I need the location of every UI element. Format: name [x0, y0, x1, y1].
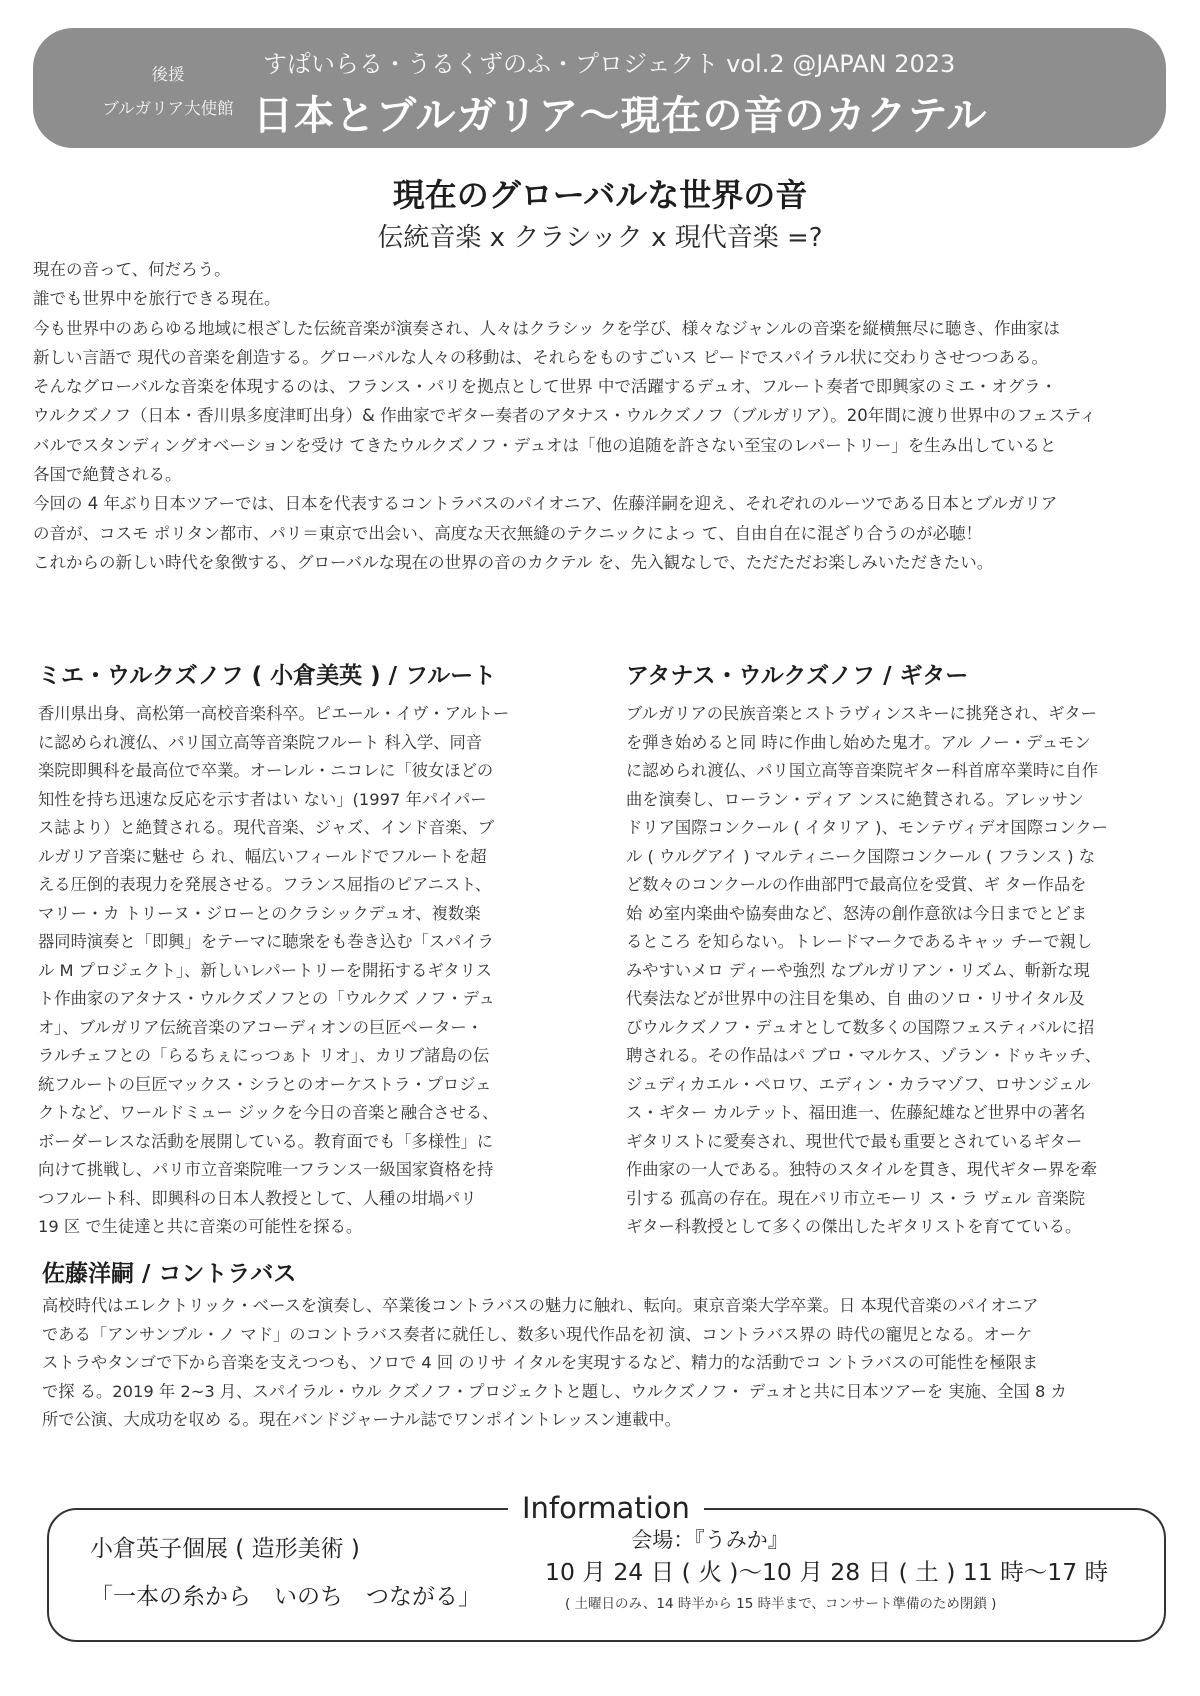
atanas-bio-line: ル ( ウルグアイ ) マルティニーク国際コンクール ( フランス ) な: [626, 846, 1096, 866]
sato-bio-line: である「アンサンブル・ノ マド」のコントラバス奏者に就任し、数多い現代作品を初 演、コントラバス界の 時代の寵児となる。オーケ: [42, 1324, 1033, 1344]
sponsor-name: ブルガリア大使館: [102, 99, 234, 118]
mie-bio-line: ト作曲家のアタナス・ウルクズノフとの「ウルクズ ノフ・デュ: [38, 989, 495, 1008]
intro-line: 各国で絶賛される。: [33, 465, 182, 485]
mie-bio-line: 器同時演奏と「即興」をテーマに聴衆をも巻き込む「スパイラ: [38, 932, 494, 951]
information-title: Information: [508, 1488, 704, 1528]
atanas-heading: アタナス・ウルクズノフ / ギター: [626, 663, 969, 689]
intro-line: 現在の音って、何だろう。: [33, 260, 231, 279]
header-banner: [33, 28, 1166, 148]
mie-bio-line: 統フルートの巨匠マックス・シラとのオーケストラ・プロジェ: [38, 1074, 492, 1094]
venue-row: [0, 1524, 1200, 1554]
mie-bio-line: 向けて挑戦し、パリ市立音楽院唯一フランス一級国家資格を持: [38, 1160, 494, 1179]
sato-bio-line: 所で公演、大成功を収め る。現在バンドジャーナル誌でワンポイントレッスン連載中。: [42, 1410, 681, 1429]
mie-bio-line: に認められ渡仏、パリ国立高等音楽院フルート 科入学、同音: [38, 732, 483, 752]
atanas-bio-line: ブルガリアの民族音楽とストラヴィンスキーに挑発され、ギター: [626, 704, 1097, 723]
atanas-bio-line: ス・ギター カルテット、福田進一、佐藤紀雄など世界中の著名: [626, 1103, 1086, 1122]
atanas-bio-line: 作曲家の一人である。独特のスタイルを貫き、現代ギター界を牽: [626, 1160, 1098, 1179]
sato-bio-line: で探 る。2019 年 2~3 月、スパイラル・ウル クズノフ・プロジェクトと題し、ウルクズノフ・ デュオと共に日本ツアーを 実施、全国 8 カ: [42, 1381, 1067, 1401]
exhibition-title: 「一本の糸から いのち つながる」: [90, 1584, 481, 1610]
mie-bio-line: ボーダーレスな活動を展開している。教育面でも「多様性」に: [38, 1131, 494, 1151]
atanas-bio-line: みやすいメロ ディーや強烈 なブルガリアン・リズム、斬新な現: [626, 960, 1090, 980]
sato-bio-line: ストラやタンゴで下から音楽を支えつつも、ソロで 4 回 のリサ イタルを実現するなど、精力的な活動でコ ントラバスの可能性を極限ま: [42, 1353, 1039, 1372]
sato-bio-line: 高校時代はエレクトリック・ベースを演奏し、卒業後コントラバスの魅力に触れ、転向。東京音楽大学卒業。日 本現代音楽のパイオニア: [42, 1296, 1039, 1315]
intro-line: バルでスタンディングオベーションを受け てきたウルクズノフ・デュオは「他の追随を許さない至宝のレパートリー」を生み出していると: [33, 435, 1057, 455]
atanas-bio-line: 引する 孤高の存在。現在パリ市立モーリ ス・ラ ヴェル 音楽院: [626, 1188, 1085, 1208]
mie-bio-line: える圧倒的表現力を発展させる。フランス屈指のピアニスト、: [38, 875, 492, 894]
sponsor-label: 後援: [151, 65, 185, 84]
intro-line: 誰でも世界中を旅行できる現在。: [33, 289, 281, 309]
sponsor-block: [83, 58, 253, 126]
intro-line: 今回の 4 年ぶり日本ツアーでは、日本を代表するコントラバスのパイオニア、佐藤洋嗣を迎え、それぞれのルーツである日本とブルガリア: [33, 494, 1058, 514]
atanas-bio-line: を弾き始めると同 時に作曲し始めた鬼才。アル ノー・デュモン: [626, 732, 1091, 752]
mie-bio-line: オ」、ブルガリア伝統音楽のアコーディオンの巨匠ペーター・: [38, 1017, 483, 1037]
atanas-bio-line: 代奏法などが世界中の注目を集め、自 曲のソロ・リサイタル及: [626, 989, 1085, 1008]
atanas-bio-line: に認められ渡仏、パリ国立高等音楽院ギター科首席卒業時に自作: [626, 761, 1098, 780]
mie-bio-line: ルガリア音楽に魅せ ら れ、幅広いフィールドでフルートを超: [38, 846, 487, 866]
intro-line: 新しい言語で 現代の音楽を創造する。グローバルな人々の移動は、それらをものすごいス ピードでスパイラル状に交わりさせつつある。: [33, 347, 1049, 367]
atanas-bio-line: るところ を知らない。トレードマークであるキャッ チーで親し: [626, 932, 1093, 951]
sato-heading: 佐藤洋嗣 / コントラバス: [42, 1261, 297, 1287]
mie-bio-line: 楽院即興科を最高位で卒業。オーレル・ニコレに「彼女ほどの: [38, 761, 494, 780]
mie-bio-line: クトなど、ワールドミュー ジックを今日の音楽と融合させる、: [38, 1103, 499, 1122]
atanas-bio-line: 曲を演奏し、ローラン・ディア ンスに絶賛される。アレッサン: [626, 789, 1084, 809]
atanas-bio: [626, 700, 1171, 1242]
mie-bio-line: ラルチェフとの「らるちぇにっつぁト リオ」、カリブ諸島の伝: [38, 1046, 490, 1065]
mie-bio-line: つフルート科、即興科の日本人教授として、人種の坩堝パリ: [38, 1188, 477, 1208]
mie-bio-line: 19 区 で生徒達と共に音楽の可能性を探る。: [38, 1217, 363, 1236]
mie-bio-line: ル M プロジェクト」、新しいレパートリーを開拓するギタリス: [38, 960, 492, 980]
sato-bio: [42, 1292, 1177, 1435]
atanas-bio-line: ギタリストに愛奏され、現世代で最も重要とされているギター: [626, 1131, 1083, 1151]
intro-line: これからの新しい時代を象徴する、グローバルな現在の世界の音のカクテル を、先入観なしで、ただただお楽しみいただきたい。: [33, 552, 994, 572]
mie-heading: ミエ・ウルクズノフ ( 小倉美英 ) / フルート: [38, 663, 497, 689]
page-title: 現在のグローバルな世界の音: [392, 176, 808, 214]
mie-bio-line: 知性を持ち迅速な反応を示す者はい ない」(1997 年パイパー: [38, 789, 487, 809]
mie-bio-line: ス誌より）と絶賛される。現代音楽、ジャズ、インド音楽、ブ: [38, 818, 495, 837]
page-subtitle: 伝統音楽 x クラシック x 現代音楽 =?: [377, 223, 823, 253]
atanas-bio-line: ドリア国際コンクール ( イタリア )、モンテヴィデオ国際コンクー: [626, 818, 1108, 837]
intro-line: 今も世界中のあらゆる地域に根ざした伝統音楽が演奏され、人々はクラシッ クを学び、様々なジャンルの音楽を縦横無尽に聴き、作曲家は: [33, 318, 1060, 338]
mie-bio: [38, 700, 568, 1242]
banner-title: 日本とブルガリア〜現在の音のカクテル: [253, 93, 988, 139]
mie-bio-line: 香川県出身、高松第一高校音楽科卒。ピエール・イヴ・アルトー: [38, 704, 510, 723]
intro-line: そんなグローバルな音楽を体現するのは、フランス・パリを拠点として世界 中で活躍するデュオ、フルート奏者で即興家のミエ・オグラ・: [33, 377, 1057, 397]
atanas-bio-line: ど数々のコンクールの作曲部門で最高位を受賞、ギ ター作品を: [626, 875, 1087, 894]
exhibition-dates: 10 月 24 日 ( 火 )〜10 月 28 日 ( 土 ) 11 時〜17 時: [545, 1558, 1109, 1586]
venue-label: 会場：『うみか』: [631, 1528, 789, 1552]
banner-subtitle: すぱいらる・うるくずのふ・プロジェクト vol.2 @JAPAN 2023: [263, 50, 956, 78]
atanas-bio-line: ギター科教授として多くの傑出したギタリストを育てている。: [626, 1217, 1082, 1236]
mie-bio-line: マリー・カ トリーヌ・ジローとのクラシックデュオ、複数楽: [38, 903, 481, 923]
intro-text: [33, 255, 1173, 577]
exhibition-name: 小倉英子個展 ( 造形美術 ): [90, 1536, 360, 1562]
closure-note: ( 土曜日のみ、14 時半から 15 時半まで、コンサート準備のため閉鎖 ): [565, 1596, 997, 1612]
intro-line: の音が、コスモ ポリタン都市、パリ＝東京で出会い、高度な天衣無縫のテクニックによっ て、自由自在に混ざり合うのが必聴！: [33, 523, 983, 543]
atanas-bio-line: ジュディカエル・ペロワ、エディン・カラマゾフ、ロサンジェル: [626, 1074, 1091, 1094]
intro-line: ウルクズノフ（日本・香川県多度津町出身）& 作曲家でギター奏者のアタナス・ウルクズノフ（ブルガリア）。20年間に渡り世界中のフェスティ: [33, 406, 1097, 426]
atanas-bio-line: びウルクズノフ・デュオとして数多くの国際フェスティバルに招: [626, 1017, 1095, 1037]
atanas-bio-line: 聘される。その作品はパ ブロ・マルケス、ゾラン・ドゥキッチ、: [626, 1046, 1101, 1065]
atanas-bio-line: 始 め室内楽曲や協奏曲など、怒涛の創作意欲は今日までとどま: [626, 903, 1088, 923]
